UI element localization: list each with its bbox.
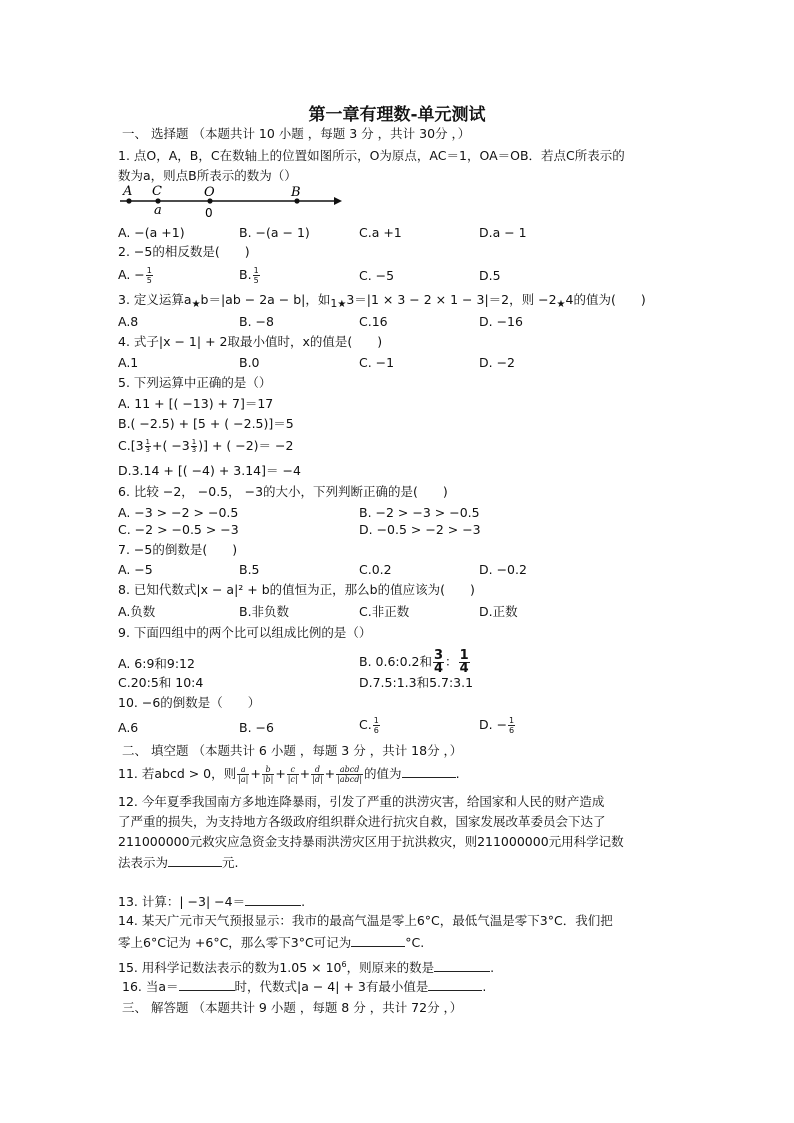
- point-a-dot: [126, 198, 131, 203]
- q12-line4: 法表示为 元.: [118, 855, 239, 870]
- q1-option-d: D.a − 1: [479, 225, 527, 240]
- q3-option-b: B. −8: [239, 314, 274, 329]
- q9-stem: 9. 下面四组中的两个比可以组成比例的是（）: [118, 625, 372, 640]
- section-heading-fill: 二、 填空题 （本题共计 6 小题 ，每题 3 分 ，共计 18分 ，）: [122, 743, 463, 758]
- q9-option-b: B. 0.6:0.2和 $\frac{3}{4}$ ： $\frac{1}{4}$: [359, 648, 469, 676]
- q8-stem: 8. 已知代数式|x − a|² + b的值恒为正，那么b的值应该为( ): [118, 582, 475, 597]
- q12-line2: 了严重的损失，为支持地方各级政府组织群众进行抗灾自救，国家发展改革委员会下达了: [118, 814, 606, 829]
- q7-option-d: D. −0.2: [479, 562, 527, 577]
- number-line-arrow: [334, 197, 342, 205]
- q14-answer-blank[interactable]: [351, 934, 405, 947]
- q1-option-c: C.a +1: [359, 225, 402, 240]
- q6-option-b: B. −2 > −3 > −0.5: [359, 505, 480, 520]
- q3-stem: 3. 定义运算$a_★b=|ab - 2a - b|$，如$1_★3=|1 \times 3 - 2 \times 1 - 3|=2$，则 $-2_★4$的值为( ): [118, 292, 646, 310]
- q16-answer-blank-min[interactable]: [428, 978, 482, 991]
- q3-option-c: C.16: [359, 314, 388, 329]
- q1-option-a: A. −(a +1): [118, 225, 185, 240]
- q1-stem-line1: 1. 点O，A，B，C在数轴上的位置如图所示，O为原点，AC＝1，OA＝OB．若点C所表示的: [118, 148, 625, 163]
- q10-option-d: D. − $\frac{1}{6}$: [479, 716, 515, 735]
- q7-option-b: B.5: [239, 562, 260, 577]
- page-title: 第一章有理数-单元测试: [308, 105, 486, 125]
- q2-stem: 2. −5的相反数是( ): [118, 244, 250, 259]
- section-heading-choice: 一、 选择题 （本题共计 10 小题 ，每题 3 分 ，共计 30分 ，）: [122, 126, 471, 141]
- q11-stem: 11. 若abcd > 0，则 $\frac{a}{|a|}$ + $\frac{b}{|b|}$ + $\frac{c}{|c|}$ + $\frac{d}{|d|}$ + $\frac{\text{abcd}}{\text{|abcd|}}$ 的值为 .: [118, 765, 460, 784]
- number-line-figure: [116, 183, 346, 219]
- q8-option-d: D.正数: [479, 604, 518, 619]
- q8-option-b: B.非负数: [239, 604, 290, 619]
- q15-stem: 15. 用科学记数法表示的数为$1.05 \times 10^6$，则原来的数是 .: [118, 960, 495, 976]
- q6-option-a: A. −3 > −2 > −0.5: [118, 505, 239, 520]
- q2-option-b: B. $\frac{1}{5}$: [239, 266, 259, 285]
- q4-option-c: C. −1: [359, 355, 395, 370]
- q11-answer-blank[interactable]: [402, 765, 456, 778]
- q7-option-c: C.0.2: [359, 562, 392, 577]
- q10-stem: 10. −6的倒数是（ ）: [118, 695, 261, 710]
- q5-option-b: B.( −2.5) + [5 + ( −2.5)]＝5: [118, 416, 294, 431]
- q14-line1: 14. 某天广元市天气预报显示：我市的最高气温是零上6°C，最低气温是零下3°C．我们把: [118, 913, 613, 928]
- q7-stem: 7. −5的倒数是( ): [118, 542, 238, 557]
- q3-option-a: A.8: [118, 314, 139, 329]
- q9-option-d: D.7.5:1.3和5.7:3.1: [359, 675, 474, 690]
- q5-option-c: C.[3 $\frac{1}{3}$ +( −3 $\frac{1}{3}$ )] + ( −2)＝ −2: [118, 438, 294, 454]
- q5-option-d: D.3.14 + [( −4) + 3.14]＝ −4: [118, 463, 301, 478]
- q9-option-c: C.20:5和 10:4: [118, 675, 204, 690]
- q10-option-b: B. −6: [239, 720, 274, 735]
- label-o: O: [204, 185, 215, 200]
- label-c: C: [152, 184, 162, 199]
- q12-answer-blank[interactable]: [168, 854, 222, 867]
- section-heading-answer: 三、 解答题 （本题共计 9 小题 ，每题 8 分 ，共计 72分 ，）: [122, 1000, 463, 1015]
- q5-option-a: A. 11 + [( −13) + 7]＝17: [118, 396, 274, 411]
- q2-option-a: A. − $\frac{1}{5}$: [118, 266, 152, 285]
- q4-option-d: D. −2: [479, 355, 515, 370]
- q10-option-c: C. $\frac{1}{6}$: [359, 716, 379, 735]
- q9-option-a: A. 6:9和9:12: [118, 656, 195, 671]
- q1-option-b: B. −(a − 1): [239, 225, 310, 240]
- q2-option-c: C. −5: [359, 268, 395, 283]
- q5-stem: 5. 下列运算中正确的是（）: [118, 375, 272, 390]
- q1-stem-line2: 数为a，则点B所表示的数为（）: [118, 168, 297, 183]
- q16-stem: 16. 当a＝ 时，代数式|a − 4| + 3有最小值是 .: [122, 979, 487, 994]
- q4-option-a: A.1: [118, 355, 139, 370]
- label-zero: 0: [205, 206, 213, 219]
- q3-option-d: D. −16: [479, 314, 523, 329]
- q2-option-d: D.5: [479, 268, 501, 283]
- q4-stem: 4. 式子|x − 1| + 2取最小值时，x的值是( ): [118, 334, 383, 349]
- q13-answer-blank[interactable]: [245, 893, 301, 906]
- label-a-value: a: [154, 203, 162, 218]
- q15-answer-blank[interactable]: [434, 959, 490, 972]
- q8-option-c: C.非正数: [359, 604, 410, 619]
- q4-option-b: B.0: [239, 355, 260, 370]
- q6-stem: 6. 比较 −2， −0.5， −3的大小，下列判断正确的是( ): [118, 484, 448, 499]
- q8-option-a: A.负数: [118, 604, 156, 619]
- q6-option-c: C. −2 > −0.5 > −3: [118, 522, 239, 537]
- q7-option-a: A. −5: [118, 562, 153, 577]
- q12-line1: 12. 今年夏季我国南方多地连降暴雨，引发了严重的洪涝灾害，给国家和人民的财产造成: [118, 794, 605, 809]
- q10-option-a: A.6: [118, 720, 139, 735]
- q16-answer-blank-a[interactable]: [179, 978, 235, 991]
- label-a: A: [123, 184, 133, 199]
- q14-line2: 零上6°C记为 +6°C，那么零下3°C可记为 °C.: [118, 935, 425, 950]
- label-b: B: [291, 185, 301, 200]
- q13-stem: 13. 计算：| −3| −4＝ .: [118, 894, 306, 909]
- q6-option-d: D. −0.5 > −2 > −3: [359, 522, 481, 537]
- q12-line3: 211000000元救灾应急资金支持暴雨洪涝灾区用于抗洪救灾，则211000000元用科学记数: [118, 834, 624, 849]
